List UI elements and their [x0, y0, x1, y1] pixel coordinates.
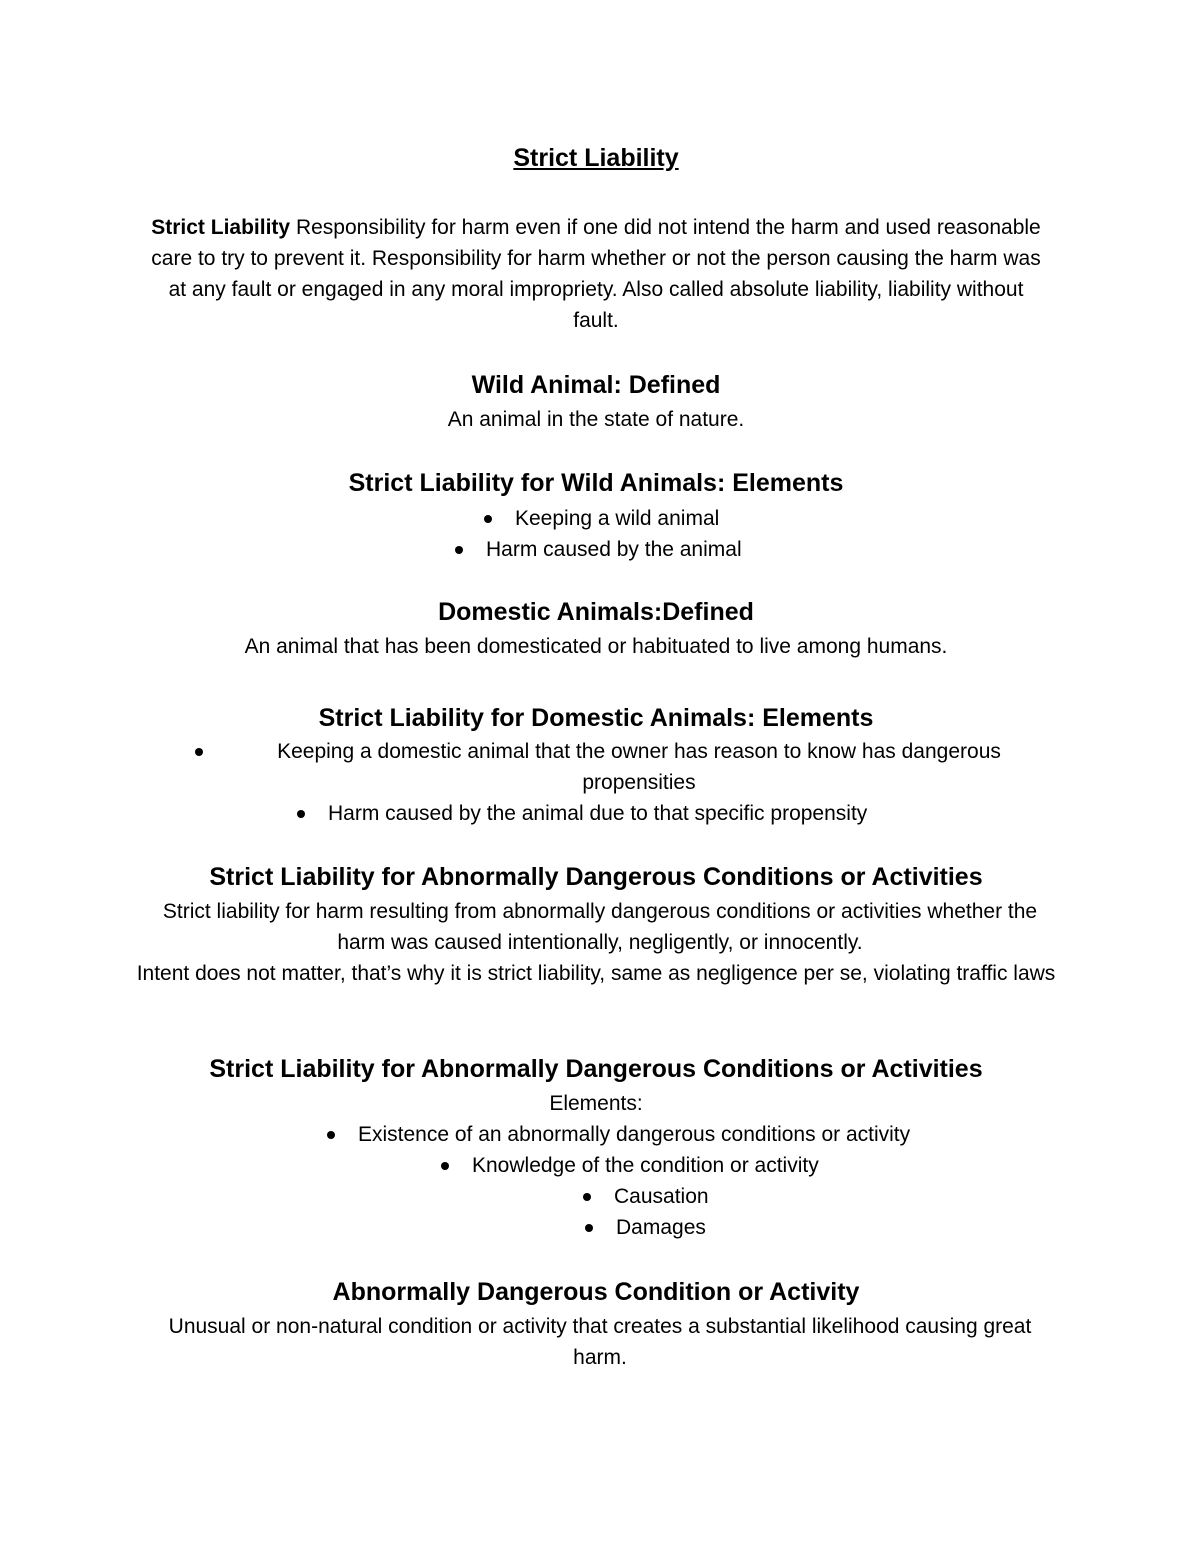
list-item: Knowledge of the condition or activity [438, 1150, 819, 1181]
bullet-list-abnormal-4 [582, 1212, 706, 1243]
section-text-intent: Intent does not matter, that’s why it is strict liability, same as negligence per se, violating traffic laws [136, 962, 1056, 985]
list-item: Causation [580, 1181, 709, 1212]
intro-paragraph [146, 212, 1046, 336]
section-heading-wild-animal: Wild Animal: Defined [471, 371, 721, 399]
bullet-list-wild-animals-2 [452, 534, 742, 565]
intro-term: Strict Liability [151, 216, 291, 239]
bullet-list-domestic-animals-2 [294, 798, 867, 829]
section-heading-abnormal-condition-definition: Abnormally Dangerous Condition or Activity [332, 1278, 860, 1306]
list-item: Existence of an abnormally dangerous conditions or activity [324, 1119, 910, 1150]
bullet-list-abnormal-2 [438, 1150, 819, 1181]
bullet-list-abnormal-1 [324, 1119, 910, 1150]
section-text-elements-label: Elements: [549, 1092, 643, 1115]
section-text-abnormal-condition-definition: Unusual or non-natural condition or activity that creates a substantial likelihood causing great harm. [168, 1315, 1032, 1369]
section-text-abnormal-conditions: Strict liability for harm resulting from abnormally dangerous conditions or activities whether the harm was caused intentionally, negligently, or innocently. [162, 900, 1038, 954]
section-heading-wild-animals-elements: Strict Liability for Wild Animals: Elements [348, 469, 844, 497]
list-item: Harm caused by the animal [452, 534, 742, 565]
section-text-domestic-animals: An animal that has been domesticated or habituated to live among humans. [244, 635, 948, 658]
list-item: Damages [582, 1212, 706, 1243]
bullet-list-abnormal-3 [580, 1181, 709, 1212]
section-text-wild-animal: An animal in the state of nature. [447, 408, 745, 431]
document-title: Strict Liability [513, 144, 679, 172]
section-heading-domestic-animals-elements: Strict Liability for Domestic Animals: Elements [318, 704, 874, 732]
list-item: Keeping a wild animal [481, 503, 719, 534]
intro-definition: Responsibility for harm even if one did not intend the harm and used reasonable care to try to prevent it. Responsibility for harm whether or not the person causing the harm was at any fault or engaged in any moral impropriety. Also called absolute liability, liability without fault. [151, 216, 1041, 332]
list-item: Harm caused by the animal due to that specific propensity [294, 798, 867, 829]
bullet-list-domestic-animals [192, 736, 1052, 798]
section-heading-domestic-animals: Domestic Animals:Defined [438, 598, 754, 626]
list-item: Keeping a domestic animal that the owner has reason to know has dangerous propensities [192, 736, 1052, 798]
section-heading-abnormal-conditions-elements: Strict Liability for Abnormally Dangerous Conditions or Activities [209, 1055, 983, 1083]
section-heading-abnormal-conditions: Strict Liability for Abnormally Dangerous Conditions or Activities [209, 863, 983, 891]
bullet-list-wild-animals [481, 503, 719, 534]
